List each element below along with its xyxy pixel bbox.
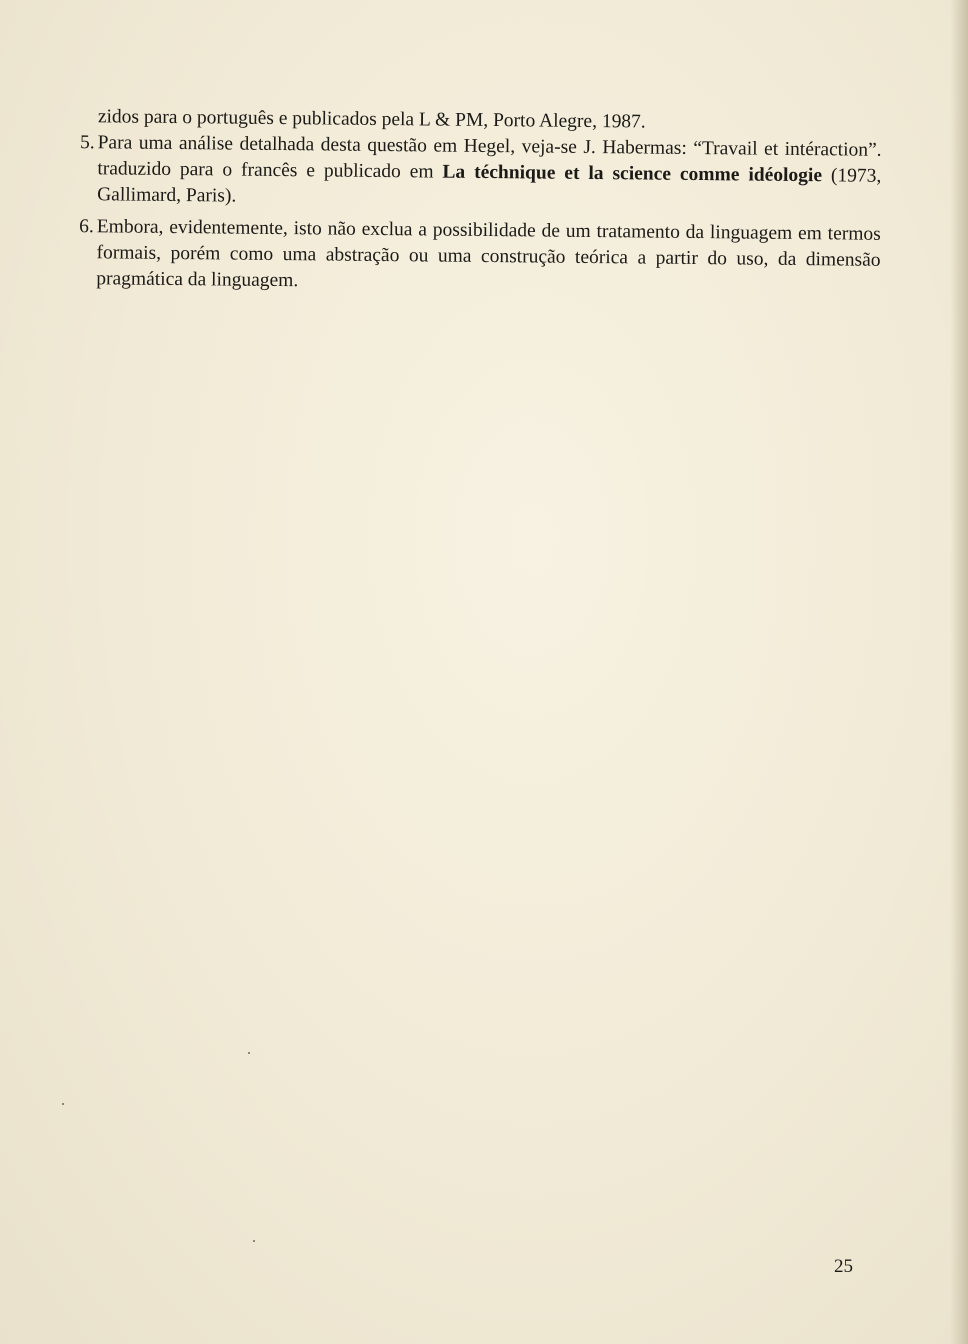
page-number: 25 — [834, 1256, 853, 1277]
footnote-5 — [69, 130, 882, 216]
footnotes-block — [68, 104, 882, 300]
footnote-number: 5. — [79, 132, 95, 154]
footnote-text — [96, 214, 881, 300]
book-title: La téchnique et la science comme idéologie — [442, 161, 823, 187]
footnote-segment: zidos para o português e publicados pela L & PM, Porto Alegre, 1987. — [97, 106, 646, 133]
footnote-6 — [68, 214, 881, 300]
footnote-number: 6. — [79, 216, 94, 238]
page-edge-shadow — [950, 0, 968, 1344]
footnote-text — [97, 130, 882, 216]
footnote-segment: (1973, Gallimard, Paris). — [97, 165, 882, 207]
footnote-segment: Embora, evidentemente, isto não exclua a possibilidade de um tratamento da linguagem em termos formais, porém como uma abstração ou uma construção teórica a partir do uso, da dimensão pragmática da linguagem. — [96, 216, 881, 292]
footnote-segment: Para uma análise detalhada desta questão em Hegel, veja-se J. Habermas: “Travail et intéraction”. traduzido para o francês e publicado em — [97, 132, 882, 183]
